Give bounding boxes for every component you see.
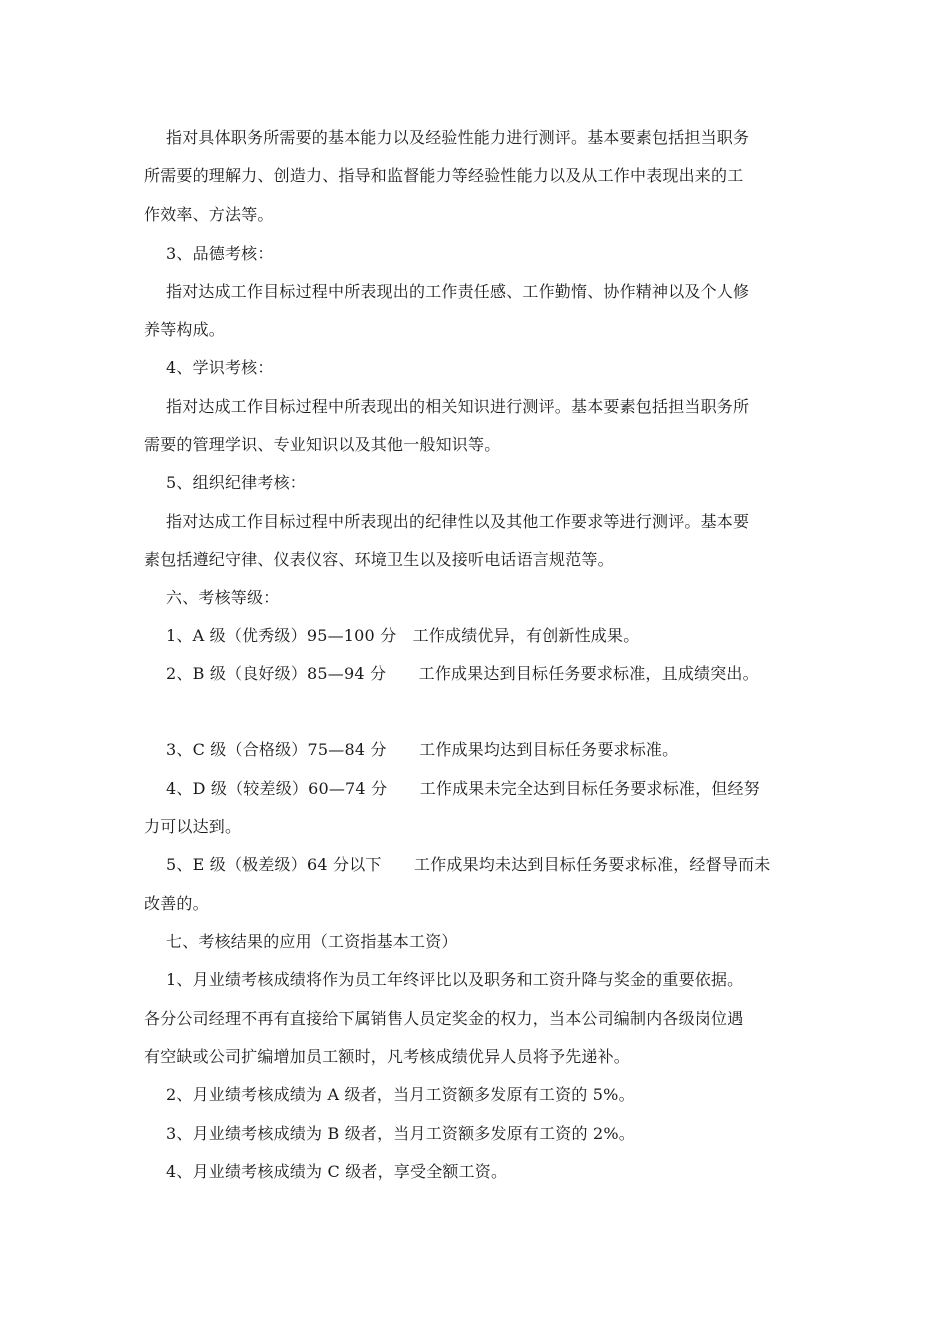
grade-item: 5、E 级（极差级）64 分以下 工作成果均未达到目标任务要求标准，经督导而未 xyxy=(166,855,771,874)
paragraph-line: 作效率、方法等。 xyxy=(144,205,274,224)
section-heading: 六、考核等级： xyxy=(166,588,280,607)
paragraph-line: 指对具体职务所需要的基本能力以及经验性能力进行测评。基本要素包括担当职务 xyxy=(166,128,750,147)
paragraph-line: 有空缺或公司扩编增加员工额时，凡考核成绩优异人员将予先递补。 xyxy=(144,1047,631,1066)
paragraph-line: 3、月业绩考核成绩为 B 级者，当月工资额多发原有工资的 2%。 xyxy=(166,1124,635,1143)
paragraph-line: 力可以达到。 xyxy=(144,817,242,836)
paragraph-line: 改善的。 xyxy=(144,894,209,913)
paragraph-line: 所需要的理解力、创造力、指导和监督能力等经验性能力以及从工作中表现出来的工 xyxy=(144,166,744,185)
paragraph-line: 指对达成工作目标过程中所表现出的纪律性以及其他工作要求等进行测评。基本要 xyxy=(166,512,750,531)
paragraph-line: 各分公司经理不再有直接给下属销售人员定奖金的权力，当本公司编制内各级岗位遇 xyxy=(144,1009,744,1028)
grade-item: 1、A 级（优秀级）95—100 分 工作成绩优异，有创新性成果。 xyxy=(166,626,640,645)
paragraph-line: 需要的管理学识、专业知识以及其他一般知识等。 xyxy=(144,435,501,454)
paragraph-line: 2、月业绩考核成绩为 A 级者，当月工资额多发原有工资的 5%。 xyxy=(166,1085,635,1104)
grade-item: 4、D 级（较差级）60—74 分 工作成果未完全达到目标任务要求标准，但经努 xyxy=(166,779,760,798)
section-heading: 5、组织纪律考核： xyxy=(166,473,306,492)
paragraph-line: 素包括遵纪守律、仪表仪容、环境卫生以及接听电话语言规范等。 xyxy=(144,550,614,569)
paragraph-line: 1、月业绩考核成绩将作为员工年终评比以及职务和工资升降与奖金的重要依据。 xyxy=(166,970,744,989)
section-heading: 4、学识考核： xyxy=(166,358,274,377)
grade-item: 3、C 级（合格级）75—84 分 工作成果均达到目标任务要求标准。 xyxy=(166,740,679,759)
paragraph-line: 指对达成工作目标过程中所表现出的工作责任感、工作勤惰、协作精神以及个人修 xyxy=(166,282,750,301)
paragraph-line: 4、月业绩考核成绩为 C 级者，享受全额工资。 xyxy=(166,1162,508,1181)
paragraph-line: 指对达成工作目标过程中所表现出的相关知识进行测评。基本要素包括担当职务所 xyxy=(166,397,750,416)
section-heading: 3、品德考核： xyxy=(166,244,274,263)
paragraph-line: 养等构成。 xyxy=(144,320,226,339)
grade-item: 2、B 级（良好级）85—94 分 工作成果达到目标任务要求标准，且成绩突出。 xyxy=(166,664,759,683)
section-heading: 七、考核结果的应用（工资指基本工资） xyxy=(166,932,458,951)
